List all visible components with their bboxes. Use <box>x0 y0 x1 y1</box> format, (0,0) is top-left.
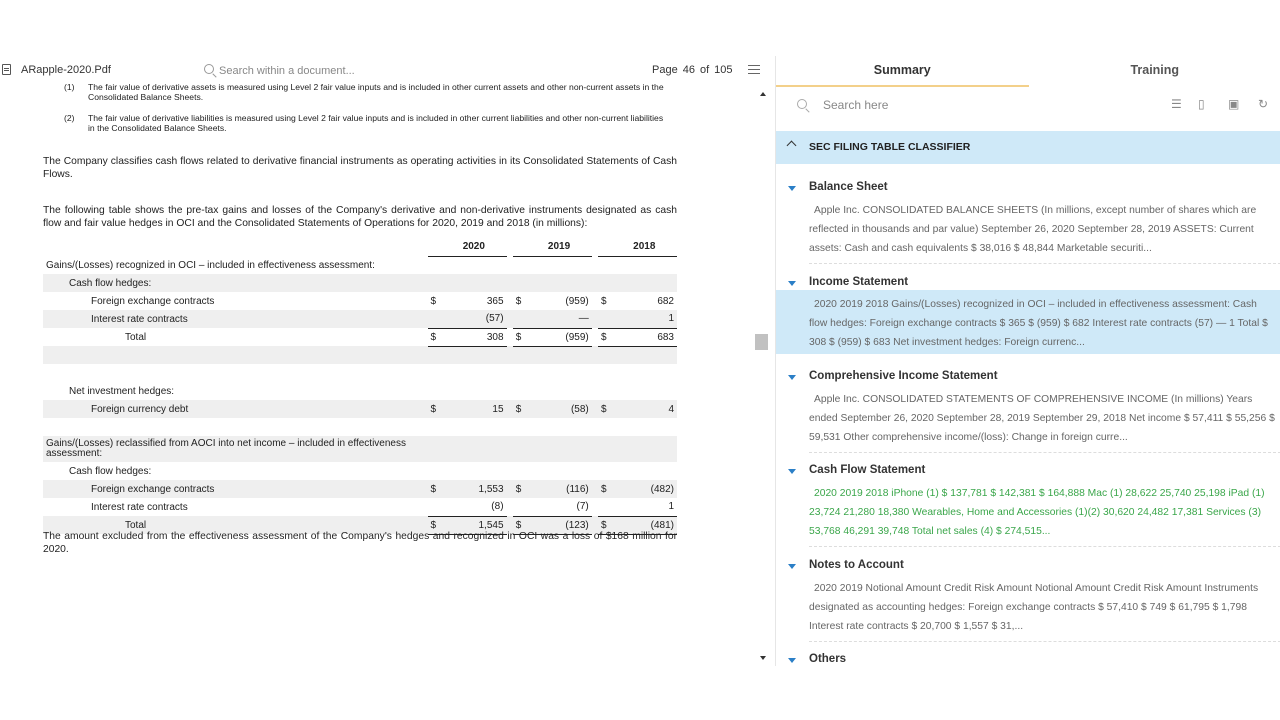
table-cell-value <box>527 382 591 400</box>
table-cell-value <box>442 256 506 274</box>
currency-symbol <box>513 498 528 516</box>
scroll-down-icon[interactable] <box>760 656 766 660</box>
page-label: Page <box>652 64 678 76</box>
table-cell-value <box>442 462 506 480</box>
table-cell-value: 4 <box>613 400 677 418</box>
menu-icon[interactable] <box>748 65 760 74</box>
document-scrollbar[interactable] <box>752 84 775 666</box>
panel-search <box>776 89 1280 127</box>
currency-symbol: $ <box>515 295 522 307</box>
currency-symbol: $ <box>428 400 443 418</box>
page-total: 105 <box>714 64 733 76</box>
currency-symbol <box>428 346 443 364</box>
footnote-number: (2) <box>64 113 75 123</box>
paragraph-cash-flow-classification: The Company classifies cash flows related to derivative financial instruments as operating activities in its Consolidated Statements of Cash Flows. <box>43 156 677 180</box>
filter-icon[interactable]: ☰ <box>1171 97 1182 111</box>
row-label: Cash flow hedges: <box>43 274 428 292</box>
table-row <box>43 400 677 418</box>
section-title[interactable]: Cash Flow Statement <box>809 464 926 476</box>
currency-symbol <box>598 274 613 292</box>
copy-icon[interactable]: ▣ <box>1228 97 1240 111</box>
currency-symbol: $ <box>428 516 443 534</box>
table-cell-value <box>613 382 677 400</box>
row-label: Total <box>43 516 428 534</box>
currency-symbol <box>513 382 528 400</box>
table-cell-value <box>613 418 677 436</box>
currency-symbol: $ <box>600 295 607 307</box>
row-label: Foreign exchange contracts <box>43 480 428 498</box>
row-label: Interest rate contracts <box>91 501 188 513</box>
row-label: Interest rate contracts <box>43 310 428 328</box>
section-preview: Apple Inc. CONSOLIDATED STATEMENTS OF COMPREHENSIVE INCOME (In millions) Years ended September 26, 2020 September 28, 2019 September 29, 2018 Net income $ 57,411 $ 55,256 $ 59,531 Other comprehensive income/(loss): Change in foreign curre... <box>809 394 1275 443</box>
classifier-title: SEC FILING TABLE CLASSIFIER <box>809 141 971 153</box>
table-cell-value: — <box>527 310 591 328</box>
section-divider <box>809 546 1280 547</box>
table-cell-value <box>527 462 591 480</box>
page-indicator <box>652 64 733 76</box>
currency-symbol <box>513 418 528 436</box>
section-title[interactable]: Others <box>809 653 847 665</box>
currency-symbol: $ <box>513 516 528 534</box>
table-cell-value <box>613 364 677 382</box>
currency-symbol <box>428 364 443 382</box>
table-row <box>43 292 677 310</box>
currency-symbol <box>598 256 613 274</box>
currency-symbol <box>428 310 443 328</box>
section-preview: Apple Inc. CONSOLIDATED BALANCE SHEETS (In millions, except number of shares which are reflected in thousands and par value) September 26, 2020 September 28, 2019 ASSETS: Current assets: Cash and cash equivalents $ 38,016 $ 48,844 Marketable securiti... <box>809 205 1257 254</box>
caret-down-icon[interactable] <box>788 375 796 380</box>
column-header-year: 2020 <box>442 238 506 256</box>
row-label: Foreign currency debt <box>43 400 428 418</box>
table-row <box>43 498 677 516</box>
row-label: Cash flow hedges: <box>69 465 152 477</box>
currency-symbol <box>513 310 528 328</box>
currency-symbol: $ <box>513 480 528 498</box>
caret-down-icon[interactable] <box>788 281 796 286</box>
section-divider <box>809 641 1280 642</box>
scroll-up-icon[interactable] <box>760 92 766 96</box>
section-title[interactable]: Comprehensive Income Statement <box>809 370 998 382</box>
row-label: Net investment hedges: <box>69 385 175 397</box>
currency-symbol <box>513 436 528 462</box>
search-icon <box>204 64 214 74</box>
header-cur-spacer <box>513 238 528 256</box>
currency-symbol: $ <box>598 480 613 498</box>
table-cell-value <box>527 274 591 292</box>
currency-symbol <box>598 310 613 328</box>
table-cell-value <box>613 462 677 480</box>
currency-symbol <box>598 364 613 382</box>
section-title[interactable]: Notes to Account <box>809 559 904 571</box>
table-cell-value: 1 <box>613 310 677 328</box>
currency-symbol <box>428 418 443 436</box>
table-cell-value: (7) <box>527 498 591 516</box>
table-cell-value: 682 <box>657 295 674 307</box>
tab-training[interactable]: Training <box>1130 63 1180 77</box>
panel-search-input[interactable] <box>823 96 1123 113</box>
table-cell-value: 1,545 <box>442 516 506 534</box>
table-row <box>43 382 677 400</box>
currency-symbol <box>513 256 528 274</box>
table-cell-value: (58) <box>527 400 591 418</box>
table-cell-value: 15 <box>442 400 506 418</box>
table-cell-value <box>527 346 591 364</box>
column-header-year: 2018 <box>613 238 677 256</box>
viewer-toolbar <box>0 56 775 84</box>
table-row <box>43 418 677 436</box>
table-row <box>43 364 677 382</box>
currency-symbol <box>598 498 613 516</box>
section-divider <box>809 263 1280 264</box>
document-viewer <box>0 56 775 666</box>
currency-symbol <box>598 462 613 480</box>
currency-symbol <box>428 462 443 480</box>
table-cell-value: (959) <box>565 295 589 307</box>
currency-symbol: $ <box>428 328 443 346</box>
table-row <box>43 436 677 462</box>
currency-symbol <box>598 436 613 462</box>
header-blank <box>43 238 428 256</box>
chevron-up-icon[interactable] <box>787 141 797 151</box>
currency-symbol <box>428 256 443 274</box>
currency-symbol <box>428 382 443 400</box>
row-label: Gains/(Losses) reclassified from AOCI into net income – included in effectiveness assessment: <box>43 436 428 462</box>
section-divider <box>809 452 1280 453</box>
section-preview: 2020 2019 Notional Amount Credit Risk Amount Notional Amount Credit Risk Amount Instruments designated as accounting hedges: Foreign exchange contracts $ 57,410 $ 749 $ 61,795 $ 1,798 Interest rate contracts $ 20,700 $ 1,557 $ 31,... <box>809 583 1259 632</box>
row-label <box>43 418 428 436</box>
table-cell-value: (481) <box>613 516 677 534</box>
footnote-text: The fair value of derivative assets is measured using Level 2 fair value inputs and is included in other current assets and other non-current assets in the Consolidated Balance Sheets. <box>88 84 664 102</box>
table-cell-value: (116) <box>527 480 591 498</box>
table-row <box>43 462 677 480</box>
currency-symbol <box>428 436 443 462</box>
currency-symbol <box>513 364 528 382</box>
refresh-icon[interactable]: ↻ <box>1258 97 1269 111</box>
header-cur-spacer <box>598 238 613 256</box>
table-row <box>43 256 677 274</box>
table-cell-value <box>613 274 677 292</box>
currency-symbol: $ <box>598 400 613 418</box>
table-cell-value <box>527 436 591 462</box>
footnote-number: (1) <box>64 84 75 92</box>
table-cell-value <box>442 274 506 292</box>
table-cell-value <box>442 346 506 364</box>
table-cell-value: 308 <box>442 328 506 346</box>
currency-symbol <box>598 346 613 364</box>
table-cell-value <box>442 364 506 382</box>
page-of-label: of <box>699 64 710 76</box>
tab-summary[interactable]: Summary <box>776 56 1029 87</box>
file-icon <box>2 64 11 75</box>
table-cell-value <box>613 436 677 462</box>
section-preview: 2020 2019 2018 Gains/(Losses) recognized in OCI – included in effectiveness assessment: Cash flow hedges: Foreign exchange contracts $ 365 $ (959) $ 682 Interest rate contracts (57) — 1 Total $ 308 $ (959) $ 683 Net investment hedges: Foreign currenc... <box>776 290 1280 354</box>
table-cell-value: 1 <box>613 498 677 516</box>
page-current[interactable]: 46 <box>682 64 695 76</box>
currency-symbol <box>428 274 443 292</box>
table-cell-value: 365 <box>486 295 504 307</box>
scrollbar-thumb[interactable] <box>755 334 768 350</box>
file-name: ARapple-2020.Pdf <box>21 64 111 76</box>
caret-down-icon[interactable] <box>788 469 796 474</box>
summary-panel <box>775 56 1280 666</box>
currency-symbol <box>598 418 613 436</box>
table-row <box>43 328 677 346</box>
table-cell-value: (959) <box>527 328 591 346</box>
table-cell-value <box>442 436 506 462</box>
table-cell-value <box>527 418 591 436</box>
document-page <box>0 84 752 666</box>
paragraph-excluded-amount: The amount excluded from the effectiveness assessment of the Company's hedges and recognized in OCI was a loss of $168 million for 2020. <box>43 531 677 555</box>
document-search-input[interactable] <box>219 63 399 78</box>
table-cell-value <box>613 256 677 274</box>
table-cell-value <box>527 256 591 274</box>
table-row <box>43 310 677 328</box>
currency-symbol: $ <box>598 516 613 534</box>
currency-symbol <box>428 498 443 516</box>
currency-symbol: $ <box>428 480 443 498</box>
table-cell-value: (123) <box>527 516 591 534</box>
table-cell-value: (8) <box>442 498 506 516</box>
currency-symbol <box>513 274 528 292</box>
row-label: Foreign exchange contracts <box>91 295 215 307</box>
row-label: Gains/(Losses) recognized in OCI – included in effectiveness assessment: <box>46 259 375 271</box>
search-icon <box>797 99 807 109</box>
table-header-row <box>43 238 677 256</box>
currency-symbol: $ <box>430 295 437 307</box>
caret-down-icon[interactable] <box>788 564 796 569</box>
table-cell-value: (482) <box>613 480 677 498</box>
currency-symbol: $ <box>513 328 528 346</box>
header-cur-spacer <box>428 238 443 256</box>
row-label <box>43 346 428 364</box>
bookmark-icon[interactable]: ▯ <box>1198 97 1205 111</box>
currency-symbol <box>513 346 528 364</box>
table-cell-value <box>527 364 591 382</box>
currency-symbol: $ <box>513 400 528 418</box>
section-preview: 2020 2019 2018 iPhone (1) $ 137,781 $ 142,381 $ 164,888 Mac (1) 28,622 25,740 25,198 iPad (1) 23,724 21,280 18,380 Wearables, Home and Accessories (1)(2) 30,620 24,482 17,381 Services (3) 53,768 46,291 39,748 Total net sales (4) $ 274,515... <box>809 488 1265 537</box>
table-cell-value: 1,553 <box>442 480 506 498</box>
table-cell-value <box>613 346 677 364</box>
table-cell-value <box>442 382 506 400</box>
column-header-year: 2019 <box>527 238 591 256</box>
currency-symbol <box>598 382 613 400</box>
section-title[interactable]: Income Statement <box>809 276 909 288</box>
currency-symbol <box>513 462 528 480</box>
hedges-table <box>43 238 677 535</box>
table-row <box>43 346 677 364</box>
panel-tabs <box>776 56 1280 87</box>
row-label: Total <box>125 331 147 343</box>
table-cell-value: (57) <box>442 310 506 328</box>
classifier-header[interactable] <box>776 131 1280 164</box>
table-cell-value: 683 <box>613 328 677 346</box>
section-title[interactable]: Balance Sheet <box>809 181 888 193</box>
caret-down-icon[interactable] <box>788 658 796 663</box>
footnote-text: The fair value of derivative liabilities is measured using Level 2 fair value inputs and is included in other current liabilities and other non-current liabilities in the Consolidated Balance Sheets. <box>88 113 664 133</box>
caret-down-icon[interactable] <box>788 186 796 191</box>
table-row <box>43 480 677 498</box>
table-cell-value <box>442 418 506 436</box>
row-label <box>43 364 428 382</box>
table-row <box>43 274 677 292</box>
paragraph-table-intro: The following table shows the pre-tax gains and losses of the Company's derivative and non-derivative instruments designated as cash flow and fair value hedges in OCI and the Consolidated Statements of Operations for 2020, 2019 and 2018 (in millions): <box>43 205 677 229</box>
currency-symbol: $ <box>598 328 613 346</box>
